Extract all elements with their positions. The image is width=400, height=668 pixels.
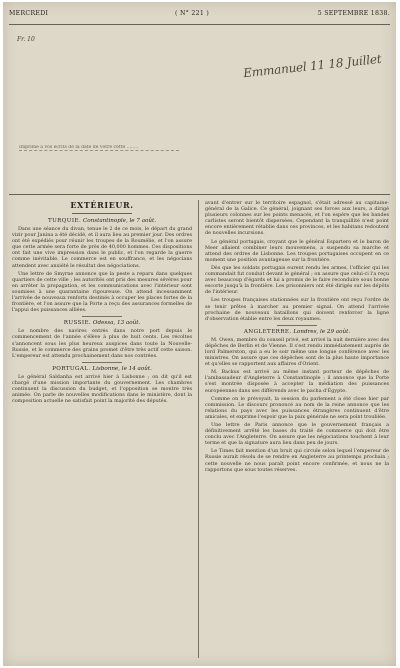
article-paragraph: Les troupes françaises stationnées sur la frontière ont reçu l'ordre de se tenir prêtes à marcher au premier signal. On attend l'arrivée prochaine de nouveaux bataillons qui doivent renforcer la ligne d'observation établie entre les deux royaumes. bbox=[205, 297, 389, 322]
masthead-weekday: MERCREDI bbox=[9, 10, 49, 17]
price-mark: Fr. 10 bbox=[17, 36, 35, 43]
content-top-rule bbox=[9, 194, 390, 195]
dateline bbox=[12, 366, 192, 372]
dateline-date: Odessa, 13 août. bbox=[92, 320, 141, 327]
dateline-place: TURQUIE. bbox=[47, 218, 82, 224]
article-paragraph: avant d'entrer sur le territoire espagnol, s'était adressé au capitaine-général de la Galice. Ce général, joignant ses forces aux leurs, a dirigé plusieurs colonnes sur les points menacés, et l'on espère que les bandes carlistes seront bientôt dispersées. Cependant la tranquillité n'est point encore entièrement rétablie dans ces provinces, et les habitans redoutent de nouvelles incursions. bbox=[205, 200, 389, 237]
dateline-place: RUSSIE. bbox=[63, 320, 92, 327]
article-paragraph: Dans une séance du divan, tenue le 2 de ce mois, le départ du grand vizir pour Janina a été décidé, et il aura lieu au premier jour. Des ordres ont été expédiés pour réunir les troupes de la Roumélie, et l'on assure que cette armée sera forte de près de 40,000 hommes. Ces dispositions ont fait une vive impression dans le public, et l'on regarde la guerre comme inévitable. Le commerce est en souffrance, et les négocians attendent avec anxiété le résultat des négociations. bbox=[12, 226, 192, 269]
section-rule bbox=[277, 325, 317, 326]
section-heading: EXTÉRIEUR. bbox=[70, 200, 134, 210]
dateline bbox=[12, 320, 192, 326]
dateline-date: Constantinople, le 7 août. bbox=[82, 218, 157, 224]
newspaper-page bbox=[3, 2, 396, 666]
dateline-place: PORTUGAL. bbox=[52, 365, 91, 372]
dateline bbox=[12, 218, 192, 224]
dateline-date: Londres, le 29 août. bbox=[293, 328, 351, 335]
article-paragraph: Le Times fait mention d'un bruit qui circule selon lequel l'empereur de Russie aurait résolu de se rendre en Angleterre au printemps prochain ; cette nouvelle ne nous paraît point encore confirmée, et nous ne la rapportons que sous toutes réserves. bbox=[205, 448, 389, 473]
masthead bbox=[9, 8, 390, 22]
article-paragraph: Le général Saldanha est arrivé hier à Lisbonne ; on dit qu'il est chargé d'une mission importante du gouvernement. Les chambres continuent la discussion du budget, et l'opposition se montre très animée. On parle de nouvelles modifications dans le ministère, dont la composition actuelle ne satisfait point la majorité des députés. bbox=[12, 373, 192, 405]
heading-rule bbox=[72, 213, 132, 214]
section-rule bbox=[82, 362, 122, 363]
handwritten-signature: Emmanuel 11 18 Juillet bbox=[242, 51, 382, 81]
dateline-place: ANGLETERRE. bbox=[243, 328, 292, 335]
left-column bbox=[12, 200, 192, 406]
dateline-date: Lisbonne, le 14 août. bbox=[92, 365, 152, 372]
mailing-line: Imprimé à vos écrits de la date de votre cette ........ bbox=[19, 145, 179, 151]
article-paragraph: M. Backus est arrivé au même instant porteur de dépêches de l'ambassadeur d'Angleterre à Constantinople ; il annonce que la Porte s'est montrée disposée à accepter la médiation des puissances européennes dans ses différends avec le pacha d'Égypte. bbox=[205, 369, 389, 394]
masthead-issue-number: ( N° 221 ) bbox=[175, 10, 210, 17]
article-paragraph: M. Owen, membre du conseil privé, est arrivé la nuit dernière avec des dépêches de Berlin et de Vienne. Il s'est rendu immédiatement auprès de lord Palmerston, qui a eu le soir même une longue conférence avec les ministres. On assure que ces dépêches sont de la plus haute importance et qu'elles se rapportent aux affaires d'Orient. bbox=[205, 336, 389, 368]
article-paragraph: Une lettre de Smyrne annonce que la peste a reparu dans quelques quartiers de cette ville ; les autorités ont pris des mesures sévères pour en arrêter la propagation, et les communications avec l'intérieur sont soumises à une quarantaine rigoureuse. On attend incessamment l'arrivée de nouveaux renforts destinés à occuper les places fortes de la frontière, et l'on assure que la Porte a reçu des assurances formelles de l'appui des puissances alliées. bbox=[12, 270, 192, 314]
section-rule bbox=[82, 316, 122, 317]
article-paragraph: Dès que les soldats portugais eurent rendu les armes, l'officier qui les commandait fut conduit devant le général ; on assure que celui-ci l'a reçu avec beaucoup d'égards et lui a promis de le faire reconduire sous bonne escorte jusqu'à la frontière. Les prisonniers ont été dirigés sur les dépôts de l'intérieur. bbox=[205, 264, 389, 296]
masthead-date: 5 SEPTEMBRE 1838. bbox=[317, 10, 390, 17]
article-paragraph: Comme on le prévoyait, la session du parlement a été close hier par commission. Le discours prononcé au nom de la reine annonce que les relations du pays avec les puissances étrangères continuent d'être amicales, et exprime l'espoir que la paix générale ne sera point troublée. bbox=[205, 395, 389, 420]
article-paragraph: Une lettre de Paris annonce que le gouvernement français a définitivement arrêté les bases du traité de commerce qui doit être conclu avec l'Angleterre. On assure que les négociations touchent à leur terme et que la signature aura lieu dans peu de jours. bbox=[205, 422, 389, 447]
article-paragraph: Le général portugais, croyant que le général Espartero et le baron de Meer allaient combiner leurs mouvemens, a suspendu sa marche et attend des ordres de Lisbonne. Les troupes portugaises occupent en ce moment une position avantageuse sur la frontière. bbox=[205, 238, 389, 263]
article-paragraph: Le nombre des navires entrés dans notre port depuis le commencement de l'année s'élève à plus de huit cents. Les récoltes s'annoncent sous les plus heureux auspices dans toute la Nouvelle-Russie, et le commerce des grains promet d'être très actif cette saison. L'empereur est attendu prochainement dans nos contrées. bbox=[12, 328, 192, 359]
masthead-rule bbox=[9, 24, 390, 25]
right-column bbox=[205, 200, 389, 475]
column-divider bbox=[198, 200, 199, 658]
dateline bbox=[205, 329, 389, 335]
